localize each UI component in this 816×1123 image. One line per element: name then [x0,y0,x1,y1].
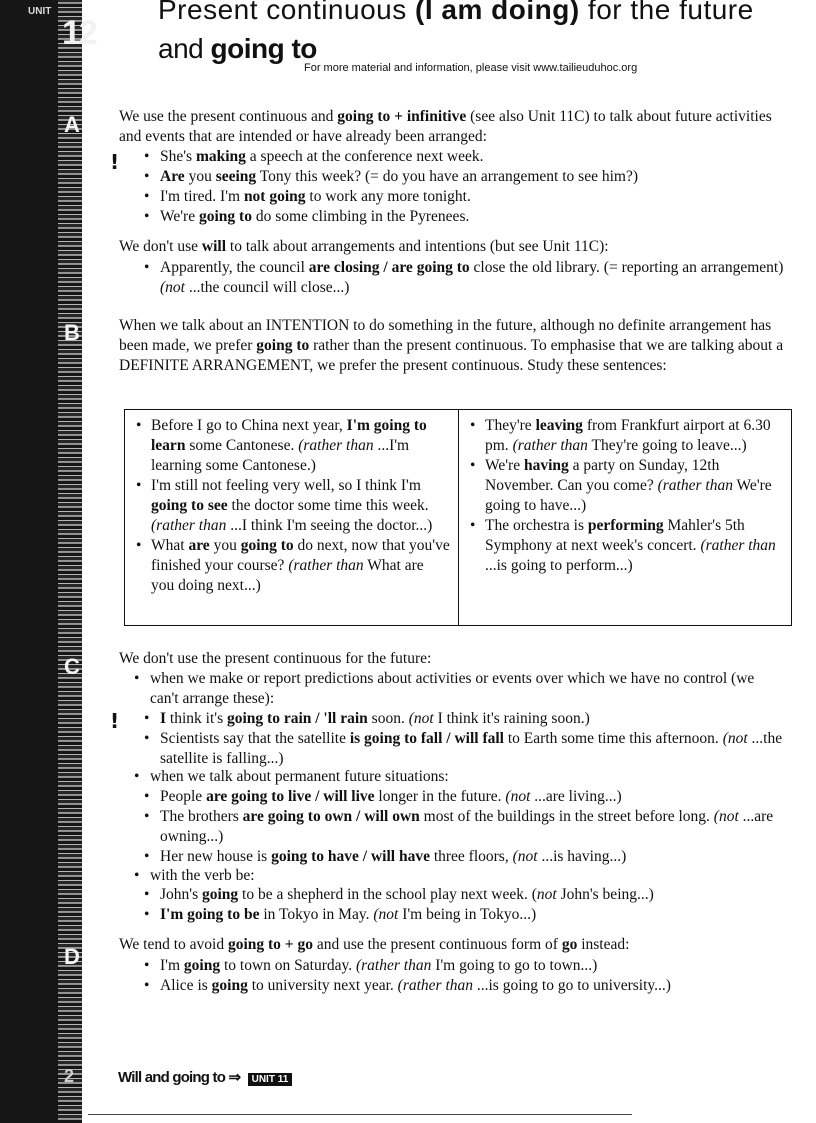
unit-link-badge[interactable]: UNIT 11 [248,1073,293,1086]
arrow-icon: ⇒ [228,1069,241,1086]
list-item: • People are going to live / will live longer in the future. (not ...are living...) [142,787,792,807]
list-item: • with the verb be: [132,866,782,886]
section-d-marker: D [64,944,80,969]
section-c-permanent [142,787,792,867]
section-c-verb-be [142,885,792,925]
section-b-intro: When we talk about an INTENTION to do something in the future, although no definite arrangement has been made, we prefer going to rather than the present continuous. To emphasise that we are talking about a DEFINITE ARRANGEMENT, we prefer the present continuous. Study these sentences: [119,317,784,374]
list-item: • Before I go to China next year, I'm going to learn some Cantonese. (rather than ...I'm learning some Cantonese.) [131,416,450,476]
list-item: • We're going to do some climbing in the Pyrenees. [142,207,792,227]
page-divider [88,1114,632,1115]
exclamation-icon: ! [110,150,120,174]
cross-reference-label: Will and going to [118,1069,226,1086]
list-item: • What are you going to do next, now that you've finished your course? (rather than What are you doing next...) [131,536,450,596]
section-a-examples [142,147,792,227]
section-a-intro: We use the present continuous and going to + infinitive (see also Unit 11C) to talk about future activities and events that are intended or have already been arranged: [119,108,772,145]
list-item: • Apparently, the council are closing / are going to close the old library. (= reporting an arrangement) (not ...the council will close...) [142,258,792,298]
unit-sidebar [0,0,96,1123]
section-c-point-3 [132,866,782,886]
page-number: 2 [64,1066,75,1086]
section-c-point-1 [132,669,782,709]
list-item: • John's going to be a shepherd in the school play next week. (not John's being...) [142,885,792,905]
list-item: • The orchestra is performing Mahler's 5th Symphony at next week's concert. (rather than ...is going to perform...) [465,516,783,576]
website-note: For more material and information, please visit www.tailieuduhoc.org [304,62,638,74]
cross-reference [118,1068,292,1086]
list-item: • I'm tired. I'm not going to work any more tonight. [142,187,792,207]
comparison-box [124,409,792,626]
list-item: • I think it's going to rain / 'll rain soon. (not I think it's raining soon.) [142,709,792,729]
section-a-marker: A [64,112,80,137]
list-item: • Her new house is going to have / will have three floors, (not ...is having...) [142,847,792,867]
list-item: • The brothers are going to own / will own most of the buildings in the street before long. (not ...are owning...) [142,807,792,847]
page-title-line1: Present continuous (I am doing) for the future [158,0,754,25]
section-c-point-2 [132,767,782,787]
section-d-intro: We tend to avoid going to + go and use the present continuous form of go instead: [119,936,630,953]
exclamation-icon: ! [110,709,120,733]
section-c-predictions [142,709,792,769]
list-item: • when we make or report predictions about activities or events over which we have no control (we can't arrange these): [132,669,782,709]
list-item: • when we talk about permanent future situations: [132,767,782,787]
unit-number: 12 [62,14,96,52]
section-a-will-example [142,258,792,298]
section-c-intro: We don't use the present continuous for the future: [119,650,432,667]
list-item: • I'm going to town on Saturday. (rather than I'm going to go to town...) [142,956,792,976]
list-item: • I'm going to be in Tokyo in May. (not I'm being in Tokyo...) [142,905,792,925]
list-item: • She's making a speech at the conference next week. [142,147,792,167]
section-d-examples [142,956,792,996]
section-a-will-note: We don't use will to talk about arrangements and intentions (but see Unit 11C): [119,238,609,255]
page-title-line2: and going to [158,33,317,64]
going-to-column [125,410,458,625]
list-item: • We're having a party on Sunday, 12th November. Can you come? (rather than We're going to have...) [465,456,783,516]
list-item: • Scientists say that the satellite is going to fall / will fall to Earth some time this afternoon. (not ...the satellite is falling...) [142,729,792,769]
section-c-marker: C [64,654,80,679]
section-b-marker: B [64,320,80,345]
list-item: • Are you seeing Tony this week? (= do you have an arrangement to see him?) [142,167,792,187]
list-item: • I'm still not feeling very well, so I think I'm going to see the doctor some time this week. (rather than ...I think I'm seeing the doctor...) [131,476,450,536]
list-item: • Alice is going to university next year. (rather than ...is going to go to university...) [142,976,792,996]
list-item: • They're leaving from Frankfurt airport at 6.30 pm. (rather than They're going to leave...) [465,416,783,456]
unit-label: UNIT [28,6,52,17]
present-continuous-column [458,410,791,625]
